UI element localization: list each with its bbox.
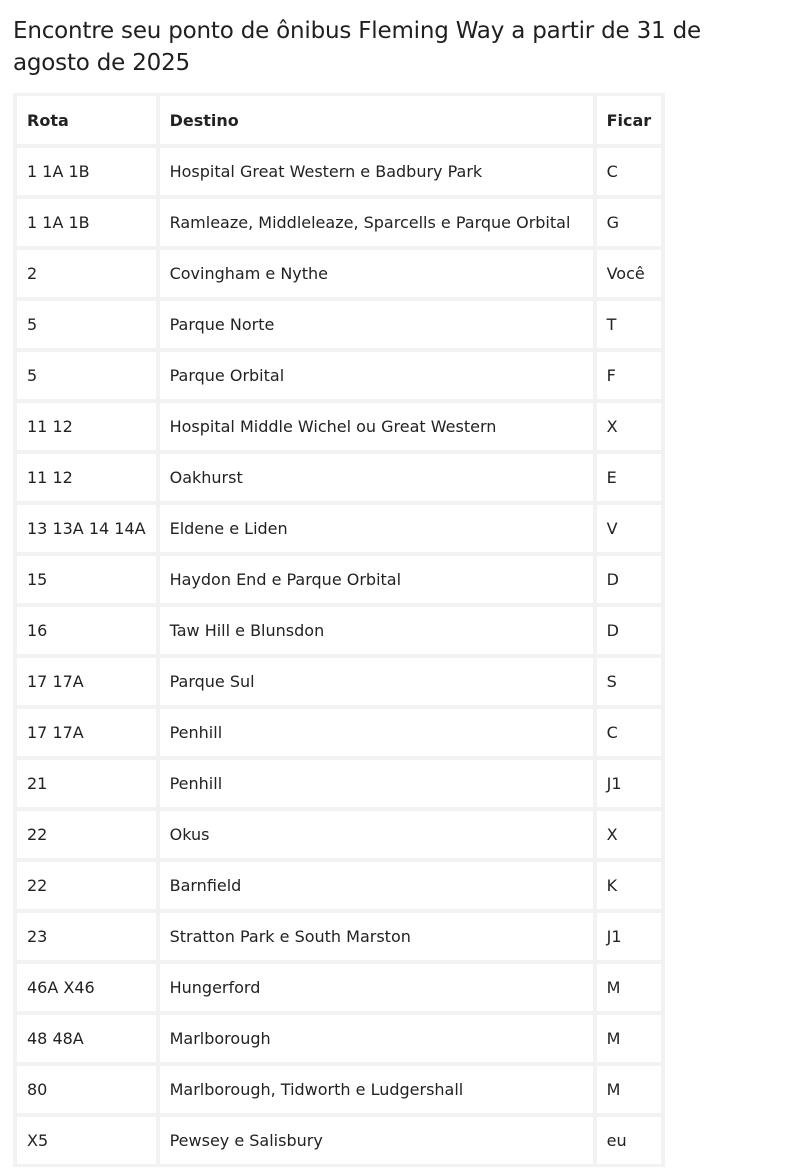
route-cell: 22	[17, 862, 156, 909]
stop-cell: F	[597, 352, 662, 399]
route-cell: 48 48A	[17, 1015, 156, 1062]
destination-cell: Hospital Middle Wichel ou Great Western	[160, 403, 593, 450]
stop-cell: D	[597, 607, 662, 654]
table-row	[17, 607, 661, 654]
route-cell: 11 12	[17, 454, 156, 501]
table-row	[17, 811, 661, 858]
destination-cell: Marlborough, Tidworth e Ludgershall	[160, 1066, 593, 1113]
stop-cell: eu	[597, 1117, 662, 1164]
destination-cell: Penhill	[160, 760, 593, 807]
table-row	[17, 964, 661, 1011]
stop-cell: C	[597, 148, 662, 195]
stop-cell: M	[597, 1066, 662, 1113]
stop-cell: G	[597, 199, 662, 246]
route-cell: 17 17A	[17, 709, 156, 756]
stop-cell: X	[597, 811, 662, 858]
stop-cell: M	[597, 1015, 662, 1062]
table-row	[17, 199, 661, 246]
table-row	[17, 505, 661, 552]
destination-cell: Oakhurst	[160, 454, 593, 501]
table-row	[17, 1015, 661, 1062]
stop-cell: C	[597, 709, 662, 756]
table-row	[17, 403, 661, 450]
table-row	[17, 1117, 661, 1164]
bus-stop-table-container	[13, 93, 665, 1167]
route-cell: 46A X46	[17, 964, 156, 1011]
table-row	[17, 913, 661, 960]
header-stop: Ficar	[597, 96, 662, 144]
table-body	[17, 148, 661, 1164]
route-cell: 2	[17, 250, 156, 297]
route-cell: 16	[17, 607, 156, 654]
table-row	[17, 760, 661, 807]
route-cell: 1 1A 1B	[17, 199, 156, 246]
stop-cell: S	[597, 658, 662, 705]
route-cell: 15	[17, 556, 156, 603]
route-cell: 22	[17, 811, 156, 858]
route-cell: 11 12	[17, 403, 156, 450]
header-destination: Destino	[160, 96, 593, 144]
destination-cell: Haydon End e Parque Orbital	[160, 556, 593, 603]
stop-cell: D	[597, 556, 662, 603]
route-cell: 23	[17, 913, 156, 960]
stop-cell: Você	[597, 250, 662, 297]
route-cell: X5	[17, 1117, 156, 1164]
table-row	[17, 250, 661, 297]
route-cell: 80	[17, 1066, 156, 1113]
stop-cell: M	[597, 964, 662, 1011]
bus-stop-table	[13, 92, 665, 1168]
destination-cell: Hungerford	[160, 964, 593, 1011]
destination-cell: Marlborough	[160, 1015, 593, 1062]
stop-cell: E	[597, 454, 662, 501]
table-row	[17, 709, 661, 756]
table-row	[17, 148, 661, 195]
table-row	[17, 556, 661, 603]
route-cell: 17 17A	[17, 658, 156, 705]
destination-cell: Barnfield	[160, 862, 593, 909]
table-row	[17, 658, 661, 705]
destination-cell: Pewsey e Salisbury	[160, 1117, 593, 1164]
route-cell: 5	[17, 301, 156, 348]
destination-cell: Eldene e Liden	[160, 505, 593, 552]
destination-cell: Parque Orbital	[160, 352, 593, 399]
destination-cell: Taw Hill e Blunsdon	[160, 607, 593, 654]
table-row	[17, 352, 661, 399]
destination-cell: Penhill	[160, 709, 593, 756]
destination-cell: Okus	[160, 811, 593, 858]
destination-cell: Parque Sul	[160, 658, 593, 705]
table-row	[17, 454, 661, 501]
stop-cell: V	[597, 505, 662, 552]
stop-cell: T	[597, 301, 662, 348]
destination-cell: Parque Norte	[160, 301, 593, 348]
table-row	[17, 301, 661, 348]
page-title: Encontre seu ponto de ônibus Fleming Way a partir de 31 de agosto de 2025	[13, 18, 701, 76]
header-route: Rota	[17, 96, 156, 144]
destination-cell: Covingham e Nythe	[160, 250, 593, 297]
table-header-row	[17, 96, 661, 144]
destination-cell: Stratton Park e South Marston	[160, 913, 593, 960]
route-cell: 5	[17, 352, 156, 399]
stop-cell: J1	[597, 913, 662, 960]
table-row	[17, 1066, 661, 1113]
route-cell: 13 13A 14 14A	[17, 505, 156, 552]
stop-cell: X	[597, 403, 662, 450]
stop-cell: J1	[597, 760, 662, 807]
destination-cell: Hospital Great Western e Badbury Park	[160, 148, 593, 195]
route-cell: 21	[17, 760, 156, 807]
route-cell: 1 1A 1B	[17, 148, 156, 195]
destination-cell: Ramleaze, Middleleaze, Sparcells e Parque Orbital	[160, 199, 593, 246]
stop-cell: K	[597, 862, 662, 909]
table-row	[17, 862, 661, 909]
